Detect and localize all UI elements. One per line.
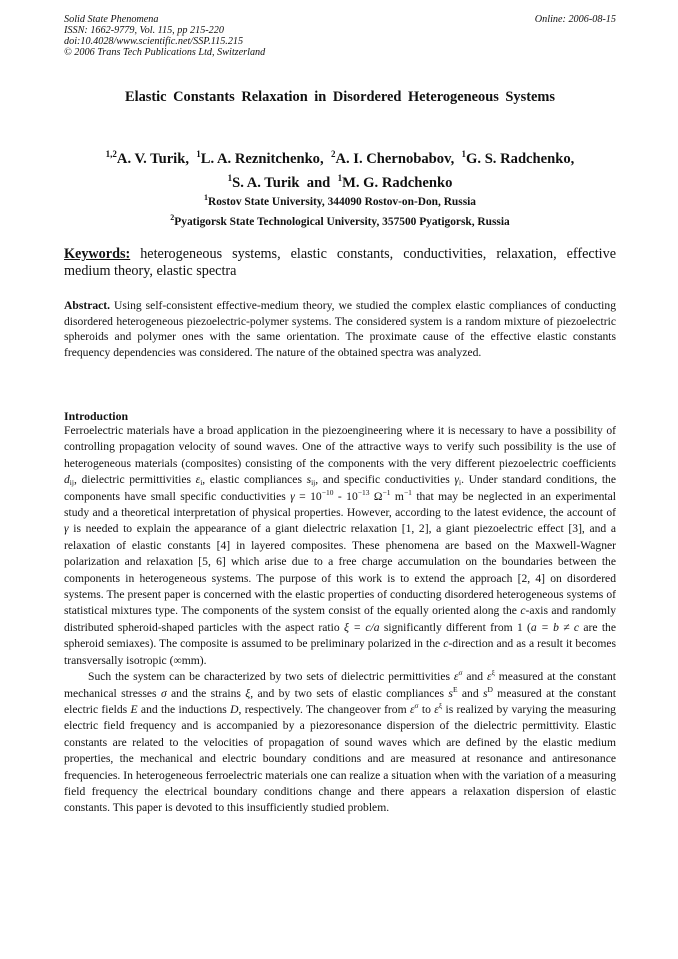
symbol: σ [160, 686, 167, 700]
symbol: γ [454, 473, 459, 487]
issn-line: ISSN: 1662-9779, Vol. 115, pp 215-220 [64, 25, 224, 36]
intro-paragraph-2 [64, 669, 616, 817]
text: is realized by varying the measuring electric field frequency and is accompanied by a piezoresonance dispersion of the dielectric permittivity. Elastic constants are related to the velocities of propagation of sound waves which are defined by the elastic medium properties, the mechanical and electric boundary conditions and are measured at resonance and antiresonance frequencies. In heterogeneous ferroelectric materials one can realize a situation when with the variation of a measuring field frequency the electrical boundary conditions change and there appears a relaxation dispersion of elastic constants. This paper is devoted to this insufficiently studied problem. [64, 702, 616, 815]
symbol: ε [453, 670, 459, 684]
superscript: σ [458, 668, 463, 678]
symbol: E [130, 702, 138, 716]
symbol: s [483, 686, 488, 700]
abstract-block [64, 298, 616, 360]
text: Ferroelectric materials have a broad application in the piezoengineering where it is necessary to have a possibility of controlling propagation velocity of sound waves. One of the attractive ways to verify such possibility is the use of heterogeneous materials (composites) consisting of the components with the very different piezoelectric coefficients [64, 424, 616, 470]
symbol: γ [64, 522, 69, 536]
unit: m [390, 489, 404, 503]
author-sup: 1 [461, 149, 467, 159]
section-heading-introduction: Introduction [64, 409, 129, 423]
affiliation-1 [64, 190, 616, 210]
doi-line[interactable]: doi:10.4028/www.scientific.net/SSP.115.215 [64, 36, 244, 47]
author-name: G. S. Radchenko, [466, 151, 575, 167]
symbol: ε [409, 702, 415, 716]
text: are the spheroid semiaxes). The composite is assumed to be preliminary polarized in the [64, 620, 616, 651]
author-name: L. A. Reznitchenko, [200, 151, 324, 167]
symbol: ξ [245, 686, 251, 700]
subscript: i [200, 478, 203, 488]
superscript: ξ [438, 700, 443, 710]
symbol: c [443, 637, 449, 651]
text: , dielectric permittivities [73, 473, 196, 487]
unit: Ω [369, 489, 383, 503]
affil-sup: 2 [170, 213, 175, 222]
author-sup: 1 [196, 149, 201, 159]
copyright-line: © 2006 Trans Tech Publications Ltd, Switzerland [64, 47, 266, 58]
text: measured at the constant electric fields [64, 686, 616, 716]
intro-paragraph-1 [64, 423, 616, 669]
author-name: M. G. Radchenko [342, 175, 453, 191]
superscript: −1 [403, 487, 412, 497]
symbol: γ [290, 489, 295, 503]
symbol: a = b ≠ c [530, 620, 580, 634]
text: = 10 [294, 489, 322, 503]
keywords-block [64, 246, 616, 280]
symbol: D [230, 702, 239, 716]
author-name: A. V. Turik, [116, 151, 189, 167]
affil-text: Pyatigorsk State Technological University, 357500 Pyatigorsk, Russia [174, 216, 510, 228]
affiliation-2 [64, 210, 616, 230]
journal-header [64, 14, 616, 58]
text: , elastic compliances [202, 473, 307, 487]
affil-text: Rostov State University, 344090 Rostov-on-Don, Russia [207, 196, 476, 208]
superscript: E [452, 684, 458, 694]
text: and the inductions [137, 702, 231, 716]
text: Such the system can be characterized by two sets of dielectric permittivities [88, 670, 454, 684]
abstract-label: Abstract. [64, 299, 111, 312]
symbol: ε [195, 473, 201, 487]
symbol: d [64, 473, 70, 487]
subscript: ij [311, 478, 316, 488]
author-list [64, 145, 616, 193]
superscript: ξ [491, 668, 495, 678]
superscript: σ [414, 700, 419, 710]
author-sup: 1 [227, 173, 233, 183]
text: - 10 [333, 489, 358, 503]
text: to [418, 702, 435, 716]
symbol: c [520, 604, 526, 618]
text: . Under standard conditions, the components have small specific conductivities [64, 473, 616, 503]
abstract-text: Using self-consistent effective-medium theory, we studied the complex elastic compliances of conducting disordered heterogeneous piezoelectric-polymer systems. The considered system is a random mixture of piezoelectric spheroids and polymer ones with the same orientation. The proximate cause of the effective elastic constants frequency dependencies was considered. The nature of the obtained spectra was analyzed. [64, 299, 616, 359]
author-line-1 [64, 145, 616, 169]
keywords-label: Keywords: [64, 246, 131, 262]
text: -axis and randomly distributed spheroid-shaped particles with the aspect ratio [64, 604, 616, 634]
online-date: Online: 2006-08-15 [534, 14, 616, 25]
subscript: i [458, 478, 462, 488]
text: , and specific conductivities [315, 473, 455, 487]
author-sup: 1,2 [105, 149, 117, 159]
author-name: S. A. Turik [232, 175, 300, 191]
text: and [457, 686, 483, 700]
author-name: A. I. Chernobabov, [335, 151, 455, 167]
text: and [462, 670, 487, 684]
text: -direction and as a result it becomes transversally isotropic (∞mm). [64, 637, 616, 667]
affil-sup: 1 [203, 193, 208, 202]
superscript: −13 [357, 487, 370, 497]
text: that may be neglected in an experimental study and a theoretical interpretation of physical properties. However, according to the latest evidence, the account of [64, 489, 616, 520]
superscript: −10 [321, 487, 334, 497]
text: , and by two sets of elastic compliances [250, 686, 449, 700]
introduction-body [64, 423, 616, 817]
journal-name: Solid State Phenomena [64, 14, 159, 25]
author-sup: 2 [330, 149, 336, 159]
superscript: D [487, 684, 493, 694]
author-sup: 1 [337, 173, 343, 183]
symbol: s [448, 686, 453, 700]
affiliations [64, 190, 616, 230]
keywords-text: heterogeneous systems, elastic constants, conductivities, relaxation, effective medium theory, elastic spectra [64, 246, 616, 279]
superscript: −1 [382, 487, 391, 497]
text: , respectively. The changeover from [238, 702, 410, 716]
text: and the strains [166, 686, 246, 700]
symbol: ε [434, 702, 439, 716]
text: is needed to explain the appearance of a giant dielectric relaxation [1, 2], a giant piezoelectric effect [3], and a relaxation of elastic constants [4] in layered composites. These phenomena are based on the Maxwell-Wagner polarization and relaxation [5, 6] which arise due to a free charge accumulation on the boundaries between the components in heterogeneous systems. The purpose of this work is to extend the approach [2, 4] on disordered systems. The present paper is concerned with the elastic properties of conducting disordered heterogeneous systems of statistical mixtures type. The components of the system consist of the equally oriented along the [64, 522, 616, 618]
author-and: and [306, 175, 331, 191]
symbol: ε [486, 670, 492, 684]
paper-title: Elastic Constants Relaxation in Disordered Heterogeneous Systems [125, 89, 555, 105]
text: measured at the constant mechanical stresses [64, 670, 616, 700]
subscript: ij [69, 478, 74, 488]
text: significantly different from 1 ( [379, 620, 531, 634]
symbol: ξ = c/a [343, 620, 380, 634]
symbol: s [306, 473, 312, 487]
